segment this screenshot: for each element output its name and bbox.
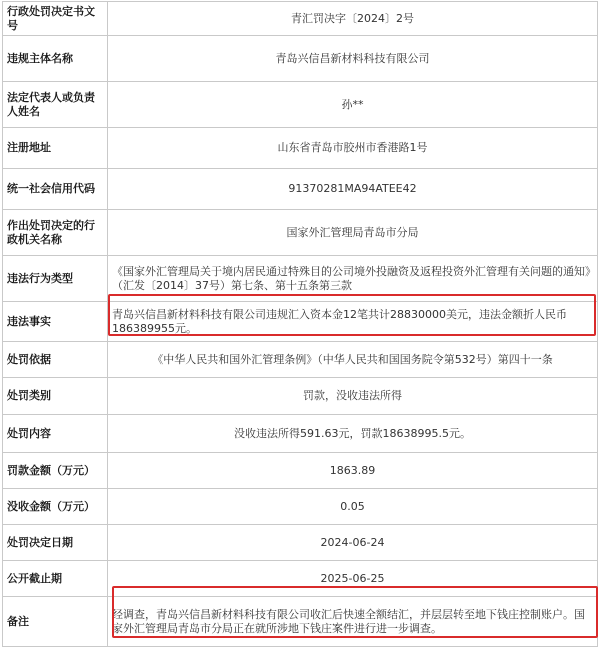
row-label-credit-code: 统一社会信用代码 — [3, 169, 108, 210]
table-row — [3, 415, 598, 453]
table-row — [3, 128, 598, 169]
row-label-document-number: 行政处罚决定书文号 — [3, 2, 108, 36]
row-value-remarks: 经调查，青岛兴信昌新材料科技有限公司收汇后快速全额结汇，并层层转至地下钱庄控制账户。国家外汇管理局青岛市分局正在就所涉地下钱庄案件进行进一步调查。 — [108, 597, 598, 647]
table-row — [3, 453, 598, 489]
table-row — [3, 378, 598, 415]
row-value-document-number: 青汇罚决字〔2024〕2号 — [108, 2, 598, 36]
row-label-confiscated-amount: 没收金额（万元） — [3, 489, 108, 525]
row-label-penalty-basis: 处罚依据 — [3, 342, 108, 378]
row-label-penalty-content: 处罚内容 — [3, 415, 108, 453]
table-row — [3, 489, 598, 525]
row-label-remarks: 备注 — [3, 597, 108, 647]
row-value-violation-facts: 青岛兴信昌新材料科技有限公司违规汇入资本金12笔共计28830000美元，违法金额折人民币186389955元。 — [108, 302, 598, 342]
table-row — [3, 210, 598, 256]
row-label-authority: 作出处罚决定的行政机关名称 — [3, 210, 108, 256]
row-value-entity-name: 青岛兴信昌新材料科技有限公司 — [108, 36, 598, 82]
table-row — [3, 256, 598, 302]
table-row — [3, 561, 598, 597]
table-row — [3, 2, 598, 36]
table-row — [3, 302, 598, 342]
table-row — [3, 342, 598, 378]
row-value-penalty-content: 没收违法所得591.63元，罚款18638995.5元。 — [108, 415, 598, 453]
row-label-violation-type: 违法行为类型 — [3, 256, 108, 302]
table-row — [3, 82, 598, 128]
row-value-publication-deadline: 2025-06-25 — [108, 561, 598, 597]
table-row — [3, 525, 598, 561]
row-label-decision-date: 处罚决定日期 — [3, 525, 108, 561]
row-value-confiscated-amount: 0.05 — [108, 489, 598, 525]
row-value-decision-date: 2024-06-24 — [108, 525, 598, 561]
row-label-entity-name: 违规主体名称 — [3, 36, 108, 82]
row-value-fine-amount: 1863.89 — [108, 453, 598, 489]
row-label-penalty-category: 处罚类别 — [3, 378, 108, 415]
table-row — [3, 169, 598, 210]
row-label-address: 注册地址 — [3, 128, 108, 169]
row-label-fine-amount: 罚款金额（万元） — [3, 453, 108, 489]
row-value-authority: 国家外汇管理局青岛市分局 — [108, 210, 598, 256]
row-label-publication-deadline: 公开截止期 — [3, 561, 108, 597]
row-value-penalty-category: 罚款，没收违法所得 — [108, 378, 598, 415]
row-label-violation-facts: 违法事实 — [3, 302, 108, 342]
table-row — [3, 597, 598, 647]
penalty-info-table — [2, 1, 598, 647]
row-label-legal-rep: 法定代表人或负责人姓名 — [3, 82, 108, 128]
row-value-penalty-basis: 《中华人民共和国外汇管理条例》（中华人民共和国国务院令第532号）第四十一条 — [108, 342, 598, 378]
row-value-legal-rep: 孙** — [108, 82, 598, 128]
row-value-violation-type: 《国家外汇管理局关于境内居民通过特殊目的公司境外投融资及返程投资外汇管理有关问题的通知》（汇发〔2014〕37号）第七条、第十五条第三款 — [108, 256, 598, 302]
row-value-credit-code: 91370281MA94ATEE42 — [108, 169, 598, 210]
table-row — [3, 36, 598, 82]
row-value-address: 山东省青岛市胶州市香港路1号 — [108, 128, 598, 169]
